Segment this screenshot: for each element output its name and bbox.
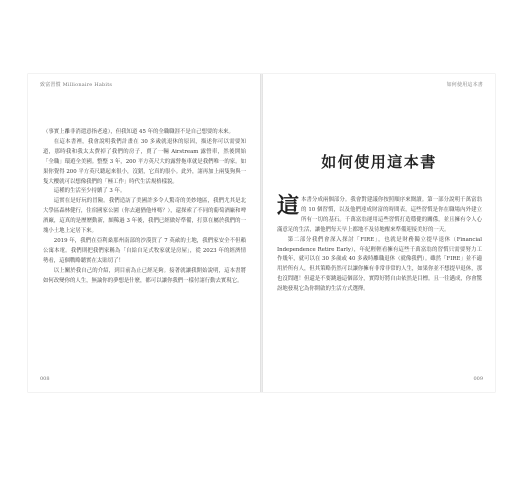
running-head-left: 致富習慣 Millionaire Habits <box>40 82 113 88</box>
drop-cap: 這 <box>277 193 300 219</box>
paragraph: （事實上離非消遣意指老遠），但我知道 45 年的全職職涯不是自己想要的未來。 <box>43 129 234 135</box>
running-head-right: 如何使用這本書 <box>446 82 483 88</box>
book-spread <box>28 74 495 392</box>
left-page <box>28 74 260 392</box>
right-page <box>263 74 495 392</box>
right-page-body <box>277 193 482 295</box>
page-number-right: 009 <box>473 376 483 382</box>
chapter-title: 如何使用這本書 <box>321 153 437 171</box>
paragraph: 在這本書裡，我會說明我們計畫在 30 多歲就退休的原因，描述你可以需要知道，那時我和我太太費掉了我們的房子，賣了一輛 Airstream 露營車，然後開始「全職」環遊全美國。整整 3 年，200 平方英尺大的露營拖車就是我們唯一的家。如果你覺得 200 平方英尺聽起來很小，沒錯，它真的很小。此外，諸再加上兩隻狗與一隻大櫻就可以想像我們的「極工作」時代生活規格樣貌。 <box>43 138 246 185</box>
paragraph: 第二部分我們會深入探討「FIRE」，也就是財務獨立提早退休（Financial Independence Retire Early），年紀輕輕看擁有這些千萬富翁的習慣只需要努力工作幾年，就可以在 30 多歲或 40 多歲時離職退休（就像我們）。雖然「FIRE」並不適用於所有人，但其策略仍然可以讓你擁有非常非常的人生，如果你並不想提早退休，那也沒問題！但還是不要跳過這個部分，實際好將自由依然是目標。且一往邁成，你會驚訝地發現它為你開啟的生活方式選擇。 <box>277 236 482 293</box>
left-page-body <box>43 128 246 287</box>
paragraph: 這實在是好玩的冒險。我們造訪了美國許多令人驚奇的美妙地區，我們尤其是北大學區森林健行，住宿國家公園（你去過猶他州嗎？），還探索了不同的葡萄酒廠和啤酒廠，這真的是歷歷動新，頗稀過 3 年後，我們已經做好準備，打算在屬於我們的一塊小土地上定居下來。 <box>43 198 246 235</box>
paragraph: 這種的生活至少持續了 3 年。 <box>53 188 126 195</box>
paragraph: 本書分成兩個部分。我會對建議你按照順序來閱讀。第一部分說明千萬富翁的 10 個習慣，以及他們達成財富的時間表，這些習慣是你在職場內外建立所有一切的基石。千萬富翁運用這些習慣打造穩健的關係，並且擁有令人心滿意足的生活，讓他們每天早上都地不及待地醒來準備迎接美好的一天。 <box>277 197 482 233</box>
paragraph: 以上關於我自己的介紹，到目前為止已經足夠。接著就讓我開始說明，這本書將如何改變你的人生，無論你的夢想是什麼，都可以讓你我們一樣付諸行動去實現它。 <box>43 267 246 284</box>
paragraph: 2019 年，我們在亞利桑那州南部的沙漠買了 7 英畝的土地，我們家安全不但賴公寓本電。我們則把我們家稱為「自給自足式牧家就是房屋」，從 2023 年的經濟情勢看，這個戰略聽實在太貼切了！ <box>43 237 246 264</box>
page-number-left: 008 <box>40 376 50 382</box>
